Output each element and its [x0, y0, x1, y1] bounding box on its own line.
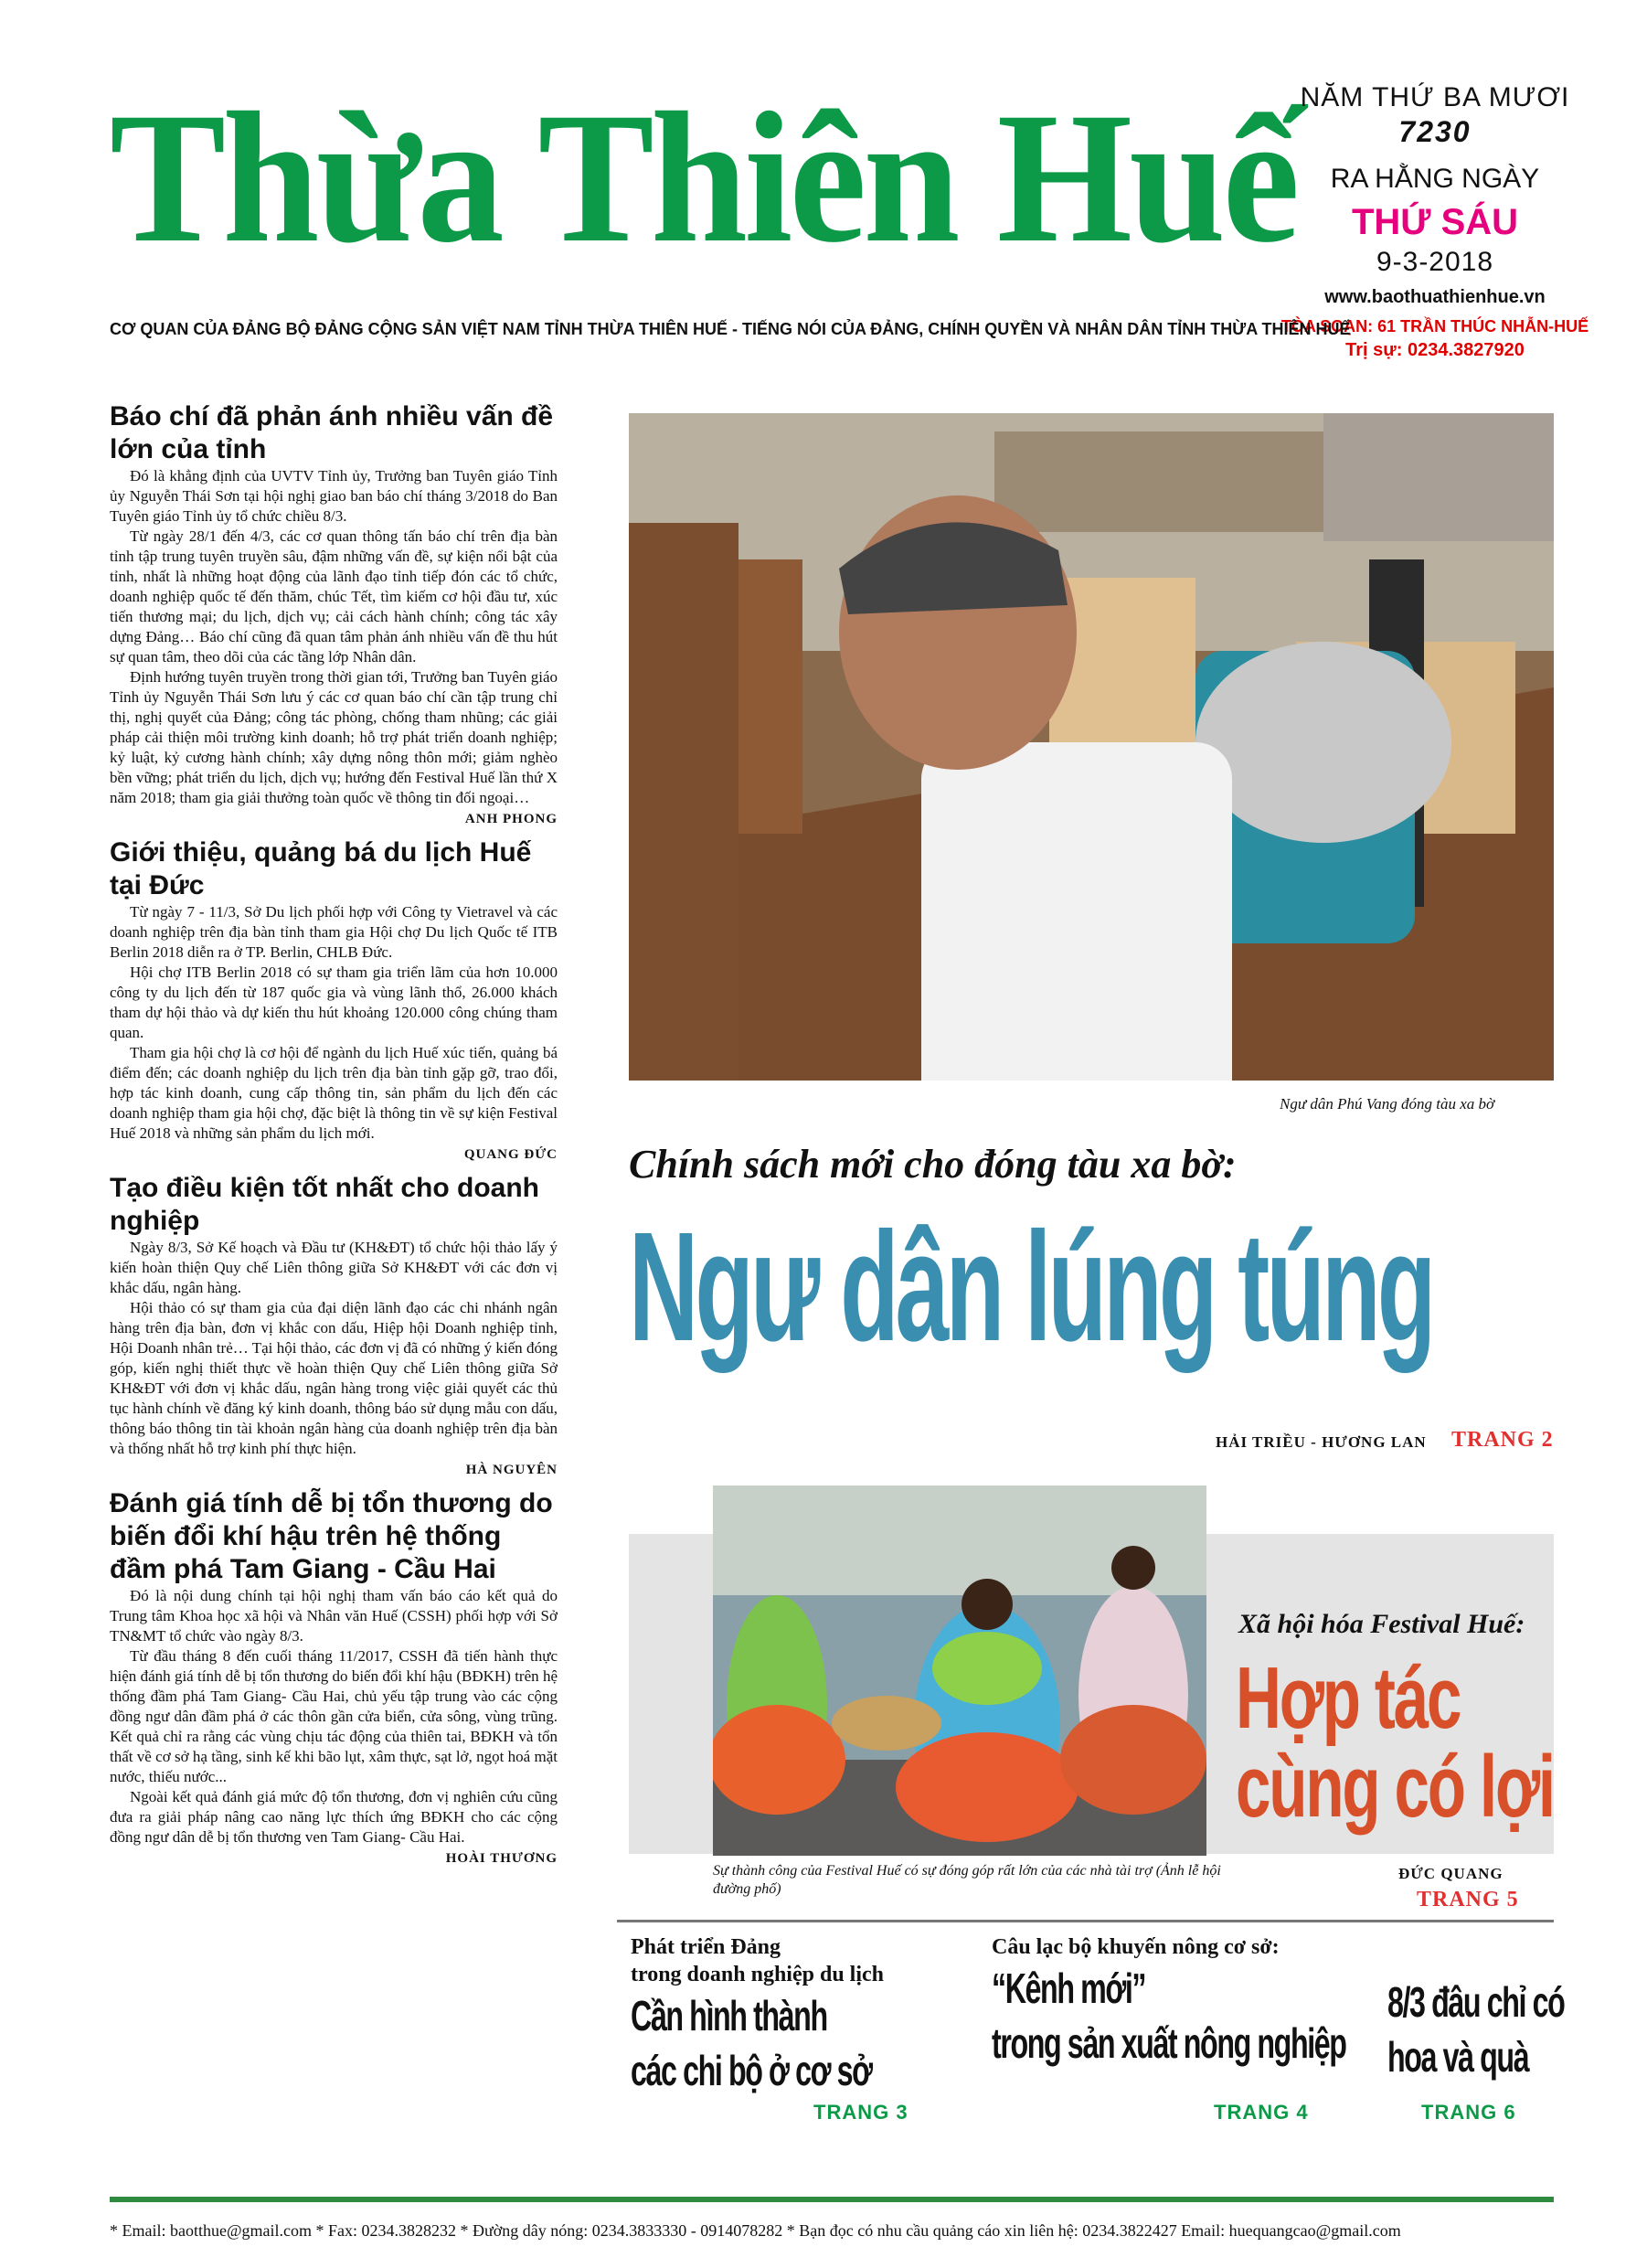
- teaser-page-ref[interactable]: TRANG 6: [1421, 2101, 1516, 2124]
- teaser-headline[interactable]: “Kênh mới”: [992, 1965, 1146, 2012]
- article-business: [110, 1172, 558, 1478]
- photo-caption: Ngư dân Phú Vang đóng tàu xa bờ: [1280, 1095, 1495, 1113]
- weekday: THỨ SÁU: [1351, 202, 1519, 242]
- teaser-kicker: trong doanh nghiệp du lịch: [631, 1963, 884, 1986]
- admin-phone: Trị sự: 0234.3827920: [1345, 340, 1525, 360]
- main-authors: HẢI TRIỀU - HƯƠNG LAN: [1216, 1433, 1427, 1451]
- festival-headline-line1[interactable]: Hợp tác: [1236, 1649, 1461, 1747]
- article-byline: ANH PHONG: [464, 812, 558, 826]
- teaser-kicker: Câu lạc bộ khuyến nông cơ sở:: [992, 1935, 1280, 1959]
- festival-photo: [713, 1485, 1206, 1856]
- teaser-headline[interactable]: các chi bộ ở cơ sở: [631, 2047, 872, 2094]
- teaser-headline[interactable]: 8/3 đâu chỉ có: [1387, 1978, 1565, 2026]
- issue-date: 9-3-2018: [1376, 247, 1494, 277]
- issue-number: 7230: [1398, 115, 1472, 148]
- festival-headline-line2[interactable]: cùng có lợi: [1236, 1738, 1554, 1836]
- footer-rule: [110, 2197, 1554, 2202]
- teaser-women-day: [1387, 1975, 1570, 2084]
- article-paragraph: Hội thảo có sự tham gia của đại diện lãnh đạo các chi nhánh ngân hàng trên địa bàn, đơn vị khắc con dấu, Hiệp hội Doanh nghiệp tỉnh, Hội Doanh nhân trẻ… Tại hội thảo, các đơn vị đã có những ý kiến đóng góp, kiến nghị thiết thực về hoàn thiện Quy chế Liên thông giữa Sở KH&ĐT với đơn vị khắc dấu, ngân hàng trong việc giải quyết các thủ tục hành chính về đăng ký kinh doanh, thông báo sử dụng mẫu con dấu, thông báo thông tin tài khoản ngân hàng của doanh nghiệp trên địa bàn và thống nhất hỗ trợ kinh phí thực hiện.: [110, 1299, 558, 1457]
- main-page-ref[interactable]: TRANG 2: [1451, 1428, 1554, 1452]
- article-press: [110, 400, 558, 827]
- article-climate: [110, 1487, 558, 1867]
- teaser-divider: [617, 1920, 1554, 1922]
- footer-contacts: * Email: baotthue@gmail.com * Fax: 0234.3828232 * Đường dây nóng: 0234.3833330 - 0914078282 * Bạn đọc có nhu cầu quảng cáo xin liên hệ: 0234.3822427 Email: huequangcao@gmail.com: [110, 2221, 1401, 2240]
- article-title[interactable]: Giới thiệu, quảng bá du lịch Huế tại Đức: [110, 837, 532, 900]
- article-paragraph: Định hướng tuyên truyền trong thời gian tới, Trưởng ban Tuyên giáo Tỉnh ủy Nguyễn Thái Sơn lưu ý các cơ quan báo chí cần tập trung chỉ thị, nghị quyết của Đảng; công tác phòng, chống tham nhũng; các giải pháp cải thiện môi trường kinh doanh; hỗ trợ phát triển doanh nghiệp; kỷ luật, kỷ cương hành chính; xây dựng nông thôn mới; giảm nghèo bền vững; phát triển du lịch, dịch vụ; hướng đến Festival Huế lần thứ X năm 2018; tham gia giải thưởng toàn quốc về thông tin đối ngoại…: [110, 668, 558, 806]
- year-label: NĂM THỨ BA MƯƠI: [1300, 82, 1570, 112]
- boat-building-photo: [629, 413, 1554, 1081]
- teaser-headline[interactable]: hoa và quà: [1387, 2033, 1529, 2081]
- article-title[interactable]: Đánh giá tính dễ bị tổn thương do biến đổi khí hậu trên hệ thống đầm phá Tam Giang - Cầu Hai: [110, 1488, 553, 1584]
- main-kicker: Chính sách mới cho đóng tàu xa bờ:: [629, 1142, 1237, 1187]
- teaser-kicker: Phát triển Đảng: [631, 1935, 781, 1959]
- daily-label: RA HẰNG NGÀY: [1330, 164, 1540, 194]
- teaser-page-ref[interactable]: TRANG 3: [813, 2101, 909, 2124]
- festival-page-ref[interactable]: TRANG 5: [1417, 1888, 1519, 1911]
- main-headline[interactable]: Ngư dân lúng túng: [629, 1200, 1433, 1374]
- article-paragraph: Từ ngày 7 - 11/3, Sở Du lịch phối hợp với Công ty Vietravel và các doanh nghiệp trên địa bàn tỉnh tham gia Hội chợ Du lịch Quốc tế ITB Berlin 2018 diễn ra ở TP. Berlin, CHLB Đức.: [110, 903, 558, 961]
- website-link[interactable]: www.baothuathienhue.vn: [1324, 287, 1546, 307]
- article-byline: HOÀI THƯƠNG: [445, 1851, 558, 1866]
- article-paragraph: Từ ngày 28/1 đến 4/3, các cơ quan thông tấn báo chí trên địa bàn tỉnh tập trung tuyên truyền sâu, đậm những vấn đề, sự kiện nổi bật của tỉnh, nhất là những hoạt động của lãnh đạo tỉnh tiếp đón các tổ chức, doanh nghiệp quốc tế đến thăm, chúc Tết, tìm kiếm cơ hội đầu tư, xúc tiến thương mại; du lịch, dịch vụ; cải cách hành chính; công tác xây dựng Đảng… Báo chí cũng đã quan tâm phản ánh nhiều vấn đề thu hút sự quan tâm, theo dõi của các tầng lớp Nhân dân.: [110, 527, 558, 665]
- masthead-tagline: CƠ QUAN CỦA ĐẢNG BỘ ĐẢNG CỘNG SẢN VIỆT NAM TỈNH THỪA THIÊN HUẾ - TIẾNG NÓI CỦA ĐẢNG, CHÍNH QUYỀN VÀ NHÂN DÂN TỈNH THỪA THIÊN HUẾ: [110, 320, 1351, 338]
- festival-caption: Sự thành công của Festival Huế có sự đóng góp rất lớn của các nhà tài trợ (Ảnh lễ hội đường phố): [713, 1863, 1221, 1897]
- article-paragraph: Hội chợ ITB Berlin 2018 có sự tham gia triển lãm của hơn 10.000 công ty du lịch đến từ 187 quốc gia và vùng lãnh thổ, 26.000 khách tham dự hội thảo và dự kiến thu hút khoảng 120.000 công chúng tham quan.: [110, 964, 558, 1041]
- article-paragraph: Ngoài kết quả đánh giá mức độ tổn thương, đơn vị nghiên cứu cũng đưa ra giải pháp nâng cao năng lực thích ứng BĐKH cho các cộng đồng ngư dân dễ bị tổn thương ven Tam Giang- Cầu Hai.: [110, 1788, 558, 1846]
- article-byline: HÀ NGUYÊN: [465, 1463, 558, 1477]
- article-tourism: [110, 836, 558, 1163]
- festival-kicker: Xã hội hóa Festival Huế:: [1238, 1609, 1525, 1639]
- festival-author: ĐỨC QUANG: [1398, 1865, 1504, 1882]
- article-paragraph: Từ đầu tháng 8 đến cuối tháng 11/2017, CSSH đã tiến hành thực hiện đánh giá tính dễ bị tổn thương do biến đổi khí hậu (BĐKH) trên hệ thống đầm phá Tam Giang- Cầu Hai, chủ yếu tập trung vào các cộng đồng ngư dân đầm phá ở các thôn gần cửa biển, cửa sông, vùng trũng. Kết quả chỉ ra rằng các vùng chịu tác động của thiên tai, BĐKH và tổn thất về cơ sở hạ tầng, sinh kế khi bão lụt, xâm thực, sạt lở, ngọt hoá mặt nước, thiếu nước...: [110, 1647, 558, 1785]
- teaser-headline[interactable]: trong sản xuất nông nghiệp: [992, 2019, 1346, 2067]
- article-paragraph: Đó là khẳng định của UVTV Tỉnh ủy, Trưởng ban Tuyên giáo Tỉnh ủy Nguyễn Thái Sơn tại hội nghị giao ban báo chí tháng 3/2018 do Ban Tuyên giáo Tỉnh ủy tổ chức chiều 8/3.: [110, 467, 558, 525]
- article-byline: QUANG ĐỨC: [463, 1147, 558, 1162]
- teaser-headline[interactable]: Cần hình thành: [631, 1992, 827, 2039]
- boat-building-illustration: [629, 413, 1554, 1081]
- teaser-party: [631, 1933, 932, 2098]
- article-paragraph: Tham gia hội chợ là cơ hội để ngành du lịch Huế xúc tiến, quảng bá điểm đến; các doanh nghiệp du lịch trên địa bàn tỉnh gặp gỡ, trao đổi, hợp tác kinh doanh, cung cấp thông tin, sản phẩm du lịch đến các doanh nghiệp tham gia hội chợ, đặc biệt là thông tin về sự kiện Festival Huế 2018 và những sản phẩm du lịch mới.: [110, 1044, 558, 1142]
- teaser-agri: [992, 1933, 1346, 2071]
- article-title[interactable]: Tạo điều kiện tốt nhất cho doanh nghiệp: [110, 1173, 539, 1236]
- teaser-page-ref[interactable]: TRANG 4: [1214, 2101, 1309, 2124]
- office-address: TÒA SOẠN: 61 TRẦN THÚC NHẪN-HUẾ: [1280, 317, 1589, 335]
- article-paragraph: Ngày 8/3, Sở Kế hoạch và Đầu tư (KH&ĐT) tổ chức hội thảo lấy ý kiến hoàn thiện Quy chế Liên thông giữa Sở KH&ĐT với các đơn vị khắc dấu, ngân hàng.: [110, 1239, 558, 1296]
- left-column: [110, 400, 558, 1867]
- article-paragraph: Đó là nội dung chính tại hội nghị tham vấn báo cáo kết quả do Trung tâm Khoa học xã hội và Nhân văn Huế (CSSH) phối hợp với Sở TN&MT tổ chức vào ngày 8/3.: [110, 1587, 558, 1645]
- article-title[interactable]: Báo chí đã phản ánh nhiều vấn đề lớn của tỉnh: [110, 401, 554, 464]
- masthead-title: Thừa Thiên Huế: [110, 74, 1297, 282]
- festival-illustration: [713, 1485, 1206, 1856]
